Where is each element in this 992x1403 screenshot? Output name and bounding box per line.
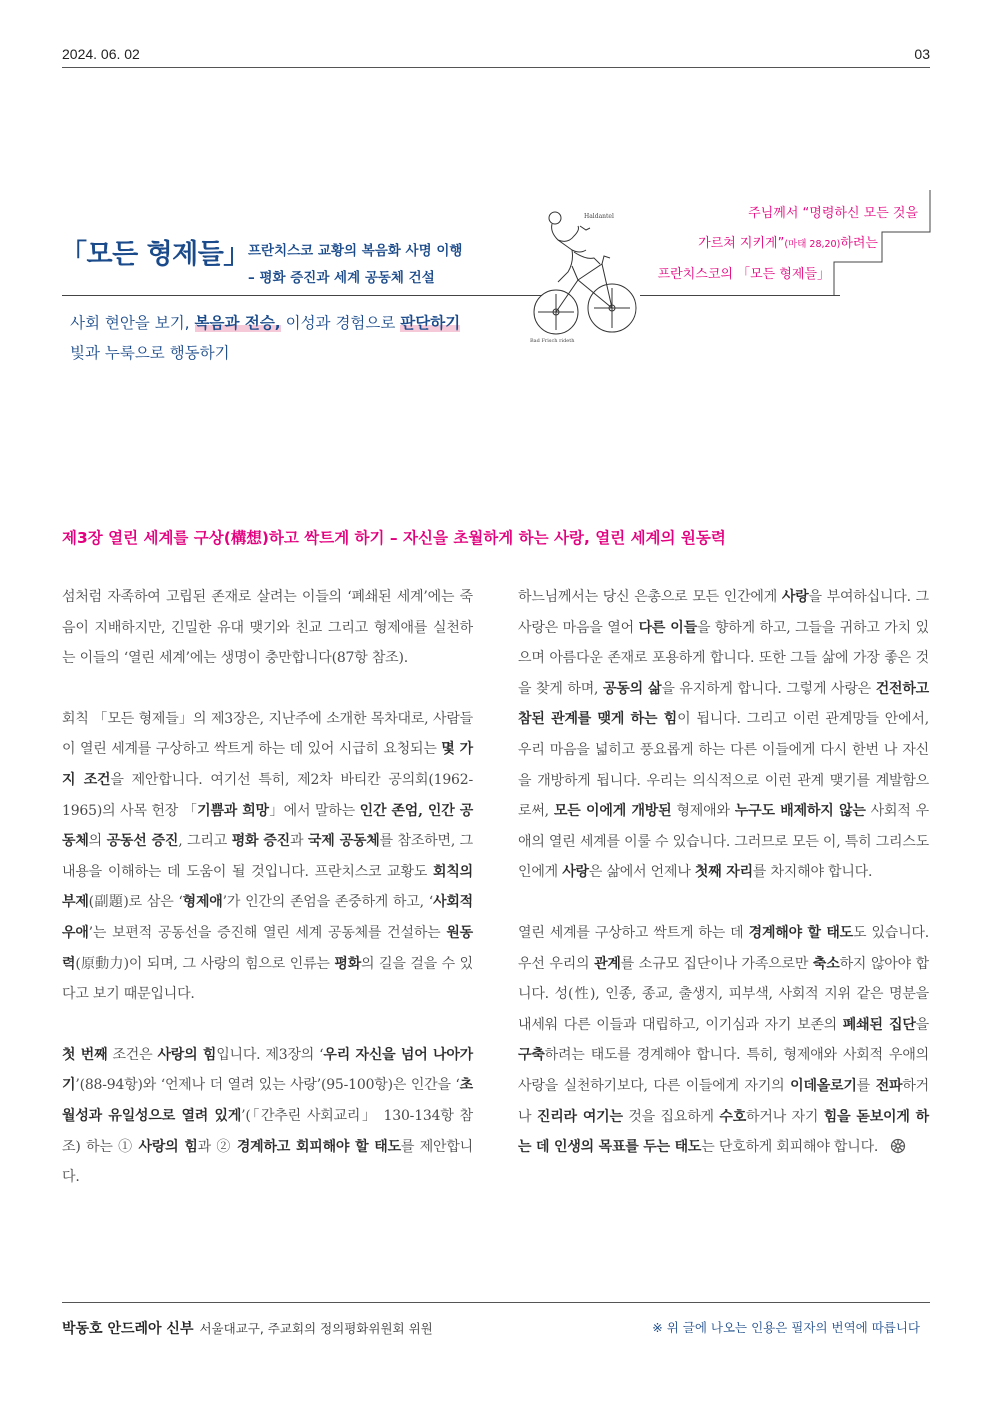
emphasis: 사회적 우애 bbox=[62, 894, 473, 941]
emphasis: 폐쇄된 집단 bbox=[842, 1016, 916, 1033]
text-run: ’는 보편적 공동선을 증진해 열린 세계 공동체를 건설하는 bbox=[88, 924, 447, 941]
text-run: 과 bbox=[290, 833, 308, 850]
author-role: 서울대교구, 주교회의 정의평화위원회 위원 bbox=[199, 1321, 433, 1336]
emphasis: 국제 공동체 bbox=[307, 833, 380, 850]
text-run: 사회적 우애의 열린 세계를 이룰 수 있습니다. 그러므로 모든 이, 특히 그리스도인에게 bbox=[518, 803, 929, 881]
emphasis: 구축 bbox=[518, 1047, 545, 1064]
text-run: 하거나 자기 bbox=[746, 1108, 824, 1125]
author-credit bbox=[62, 1318, 433, 1338]
emphasis: 힘을 돋보이게 하는 데 인생의 목표를 두는 태도 bbox=[518, 1108, 929, 1156]
text-run: 를 차지해야 합니다. bbox=[752, 864, 873, 881]
emphasis: 초월성과 유일성으로 열려 있게 bbox=[62, 1077, 473, 1124]
emphasis: 첫째 자리 bbox=[694, 864, 753, 881]
emphasis: 건전하고 참된 관계를 맺게 하는 힘 bbox=[518, 680, 929, 728]
emphasis: 진리라 여기는 bbox=[536, 1108, 623, 1125]
left-paragraph-2 bbox=[62, 704, 473, 1010]
text-run: 의 길을 걸을 수 있다고 보기 때문입니다. bbox=[62, 955, 473, 1003]
tagline-line-1 bbox=[70, 308, 460, 338]
emphasis: 평화 bbox=[334, 955, 362, 972]
emphasis: 사랑의 힘 bbox=[157, 1046, 217, 1063]
right-paragraph-1 bbox=[518, 582, 929, 888]
emphasis: 첫 번째 bbox=[62, 1046, 108, 1063]
emphasis: 수호 bbox=[719, 1108, 747, 1125]
text-run: ’(「간추린 사회교리」 130-134항 참조) 하는 ① bbox=[62, 1107, 473, 1155]
tagline-highlight-1: 복음과 전승, bbox=[194, 314, 281, 332]
translation-note: ※ 위 글에 나오는 인용은 필자의 번역에 따릅니다 bbox=[652, 1320, 920, 1335]
subtitle-line-2: – 평화 증진과 세계 공동체 건설 bbox=[248, 270, 435, 286]
text-run: 조건은 bbox=[107, 1046, 158, 1063]
text-run: 을 부여하십니다. 그 사랑은 마음을 열어 bbox=[518, 589, 929, 636]
text-run: ’(88-94항)와 ‘언제나 더 열려 있는 사랑’(95-100항)은 인간을 ‘ bbox=[75, 1077, 460, 1094]
emphasis: 사랑 bbox=[781, 589, 809, 605]
quote-steps-frame bbox=[830, 180, 934, 300]
emphasis: 축소 bbox=[812, 955, 840, 972]
emphasis: 평화 증진 bbox=[231, 833, 291, 850]
quote-line-3: 프란치스코의 「모든 형제들」 bbox=[657, 267, 830, 282]
text-run: 하느님께서는 당신 은총으로 모든 인간에게 bbox=[518, 589, 782, 605]
emphasis: 사랑의 힘 bbox=[138, 1138, 198, 1155]
emphasis: 형제애 bbox=[182, 894, 223, 911]
emphasis: 다른 이들 bbox=[638, 619, 697, 636]
text-run: 과 ② bbox=[197, 1138, 237, 1155]
text-run: 열린 세계를 구상하고 싹트게 하는 데 bbox=[518, 924, 749, 941]
quote-citation: (마태 28,20) bbox=[784, 239, 841, 250]
left-paragraph-3 bbox=[62, 1040, 473, 1193]
emphasis: 경계해야 할 태도 bbox=[748, 924, 853, 941]
text-run: 이 됩니다. 그리고 이런 관계망들 안에서, 우리 마음을 넓히고 풍요롭게 하는 다른 이들에게 다시 한번 나 자신을 개방하게 됩니다. 우리는 의식적으로 이런 관계 맺기를 계발함으로써, bbox=[518, 711, 930, 820]
chapter-heading: 제3장 열린 세계를 구상(構想)하고 싹트게 하기 – 자신을 초월하게 하는 사랑, 열린 세계의 원동력 bbox=[62, 529, 726, 547]
series-subtitle bbox=[248, 238, 462, 292]
illustration-caption-bottom: Bad Frisch rideth bbox=[530, 338, 575, 344]
left-paragraph-1: 섬처럼 자족하여 고립된 존재로 살려는 이들의 ‘폐쇄된 세계’에는 죽음이 지배하지만, 긴밀한 유대 맺기와 친교 그리고 형제애를 실천하는 이들의 ‘열린 세계’에는 생명이 충만합니다(87항 참조). bbox=[62, 589, 473, 667]
text-run: 하지 않아야 합니다. 성(性), 인종, 종교, 출생지, 피부색, 사회적 지위 같은 명분을 내세워 다른 이들과 대립하고, 이기심과 자기 보존의 bbox=[518, 955, 929, 1033]
text-run: 것을 집요하게 bbox=[622, 1108, 720, 1125]
emphasis: 전파 bbox=[875, 1077, 903, 1094]
tagline-highlight-2: 판단하기 bbox=[400, 314, 461, 332]
text-run: 을 bbox=[915, 1016, 929, 1033]
text-run: 는 단호하게 회피해야 합니다. bbox=[701, 1139, 879, 1156]
left-column bbox=[62, 582, 473, 1223]
text-run: 도 있습니다. 우선 우리의 bbox=[518, 924, 929, 972]
emphasis: 공동선 증진 bbox=[106, 833, 179, 850]
text-run: 하려는 태도를 경계해야 합니다. 특히, 형제애와 사회적 우애의 사랑을 실천하기보다, 다른 이들에게 자기의 bbox=[518, 1047, 929, 1094]
quote-text: 가르쳐 지키게” bbox=[698, 236, 785, 251]
top-divider bbox=[62, 67, 930, 68]
emphasis: 누구도 배제하지 않는 bbox=[734, 803, 866, 820]
series-title: 「모든 형제들」 bbox=[60, 239, 250, 270]
emphasis: 원동력 bbox=[62, 924, 473, 972]
author-name: 박동호 안드레아 신부 bbox=[62, 1321, 194, 1337]
emphasis: 사랑 bbox=[562, 864, 589, 881]
tagline bbox=[70, 308, 460, 368]
text-run: (原動力)이 되며, 그 사랑의 힘으로 인류는 bbox=[75, 955, 335, 972]
text-run: 회칙 「모든 형제들」의 제3장은, 지난주에 소개한 목차대로, 사람들이 열린 세계를 구상하고 싹트게 하는 데 있어 시급히 요청되는 bbox=[62, 710, 473, 758]
emphasis: 모든 이에게 개방된 bbox=[553, 803, 672, 820]
text-run: 은 삶에서 언제나 bbox=[588, 864, 695, 881]
tagline-text: 사회 현안을 보기, bbox=[70, 314, 195, 332]
emphasis: 관계 bbox=[594, 955, 621, 972]
quote-text: 하려는 bbox=[840, 236, 878, 251]
text-run: 를 참조하면, 그 내용을 이해하는 데 도움이 될 것입니다. 프란치스코 교황도 bbox=[62, 833, 474, 880]
end-mark-icon bbox=[890, 1138, 906, 1154]
text-run: 입니다. 제3장의 ‘ bbox=[216, 1046, 324, 1063]
text-run: ’가 인간의 존엄을 존중하게 하고, ‘ bbox=[222, 894, 434, 911]
bottom-divider bbox=[62, 1302, 930, 1303]
illustration-caption-top: Haldantel bbox=[584, 213, 614, 220]
text-run: 을 유지하게 합니다. 그렇게 사랑은 bbox=[661, 680, 876, 697]
issue-date: 2024. 06. 02 bbox=[62, 46, 140, 62]
text-run: , 그리고 bbox=[178, 833, 232, 850]
emphasis: 기쁨과 희망 bbox=[197, 802, 269, 819]
text-run: 을 향하게 하고, 그들을 귀하고 가치 있으며 아름다운 존재로 포용하게 합니다. 또한 그들 삶에 가장 좋은 것을 찾게 하며, bbox=[518, 619, 929, 697]
text-run: 를 bbox=[856, 1077, 876, 1094]
page-number: 03 bbox=[914, 46, 930, 62]
text-run: 의 bbox=[88, 833, 107, 850]
text-run: 」에서 말하는 bbox=[268, 802, 360, 819]
emphasis: 회칙의 부제 bbox=[62, 863, 473, 911]
title-underline-right bbox=[640, 295, 840, 296]
text-run: 를 제안합니다. bbox=[62, 1138, 473, 1186]
text-run: (副題)로 삼은 ‘ bbox=[88, 894, 183, 911]
right-paragraph-2 bbox=[518, 918, 929, 1163]
emphasis: 경계하고 회피해야 할 태도 bbox=[236, 1138, 401, 1155]
text-run: 를 소규모 집단이나 가족으로만 bbox=[620, 955, 813, 972]
right-column bbox=[518, 582, 929, 1193]
subtitle-line-1: 프란치스코 교황의 복음화 사명 이행 bbox=[248, 243, 463, 259]
text-run: 형제애와 bbox=[671, 803, 735, 820]
emphasis: 공동의 삶 bbox=[602, 680, 662, 697]
title-underline bbox=[62, 295, 542, 296]
text-run: 하거나 bbox=[518, 1077, 929, 1125]
emphasis: 인간 존엄, 인간 공동체 bbox=[62, 802, 474, 850]
emphasis: 이데올로기 bbox=[790, 1077, 857, 1094]
text-run: 을 제안합니다. 여기선 특히, 제2차 바티칸 공의회(1962-1965)의 사목 헌장 「 bbox=[62, 771, 473, 819]
tagline-text: 이성과 경험으로 bbox=[280, 314, 401, 332]
emphasis: 몇 가지 조건 bbox=[62, 741, 473, 788]
tagline-line-2: 빛과 누룩으로 행동하기 bbox=[70, 344, 230, 362]
emphasis: 우리 자신을 넘어 나아가기 bbox=[62, 1046, 473, 1094]
quote-line-1: 주님께서 “명령하신 모든 것을 bbox=[748, 206, 918, 221]
